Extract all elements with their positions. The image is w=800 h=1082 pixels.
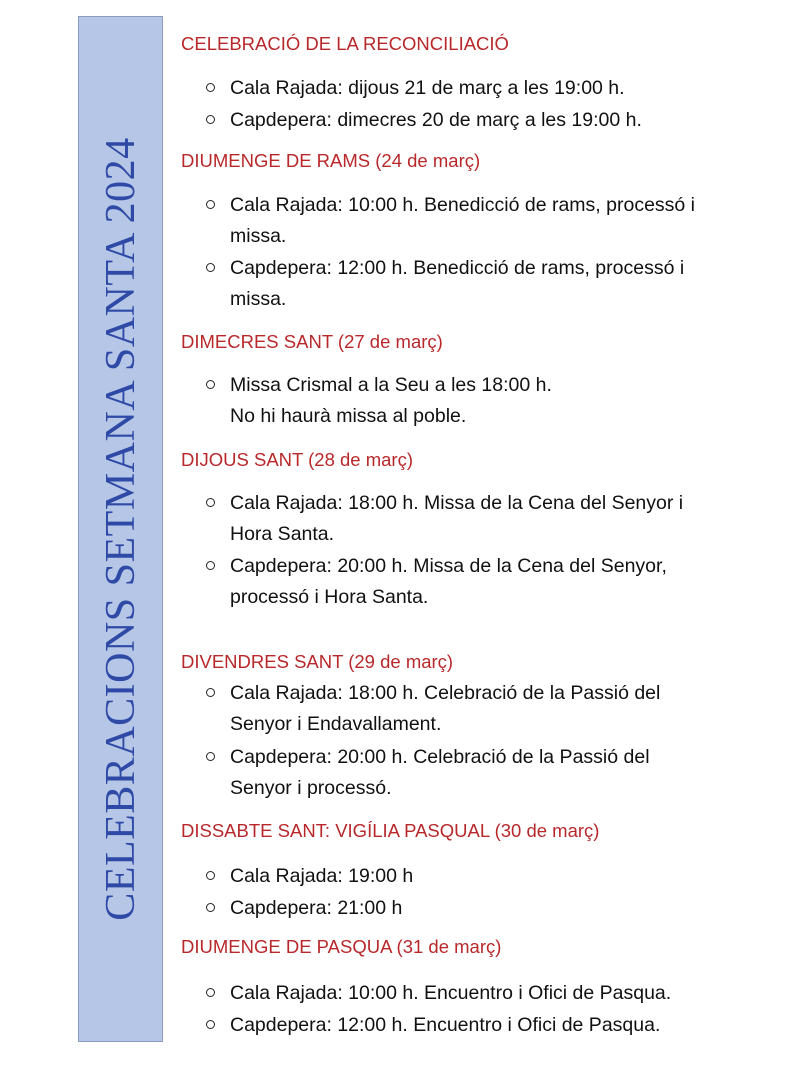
list-item <box>206 551 667 613</box>
list-item-text: Senyor i processó. <box>230 777 392 799</box>
section-heading: DIVENDRES SANT (29 de març) <box>181 651 454 672</box>
circle-bullet-icon <box>206 1020 215 1029</box>
list-item-text: Senyor i Endavallament. <box>230 713 442 735</box>
list-item-text: Capdepera: dimecres 20 de març a les 19:00 h. <box>230 109 642 131</box>
circle-bullet-icon <box>206 115 215 124</box>
circle-bullet-icon <box>206 871 215 880</box>
list-item <box>206 370 552 432</box>
section-heading: DIMECRES SANT (27 de març) <box>181 331 443 352</box>
list-item <box>206 678 660 740</box>
list-item-text: Cala Rajada: 19:00 h <box>230 865 414 887</box>
list-item <box>206 488 683 550</box>
list-item <box>206 742 650 804</box>
list-item-text: Capdepera: 21:00 h <box>230 897 403 919</box>
section-heading: DIUMENGE DE RAMS (24 de març) <box>181 150 481 171</box>
section-heading: CELEBRACIÓ DE LA RECONCILIACIÓ <box>181 33 509 54</box>
circle-bullet-icon <box>206 380 215 389</box>
list-item <box>206 73 625 104</box>
section-heading: DIJOUS SANT (28 de març) <box>181 449 413 470</box>
list-item <box>206 861 413 892</box>
circle-bullet-icon <box>206 561 215 570</box>
list-item-text: Hora Santa. <box>230 523 335 545</box>
list-item-text: Capdepera: 20:00 h. Celebració de la Passió del <box>230 746 650 768</box>
circle-bullet-icon <box>206 903 215 912</box>
list-item-text: Cala Rajada: dijous 21 de març a les 19:00 h. <box>230 77 625 99</box>
list-item-text: Capdepera: 20:00 h. Missa de la Cena del Senyor, <box>230 555 667 577</box>
circle-bullet-icon <box>206 752 215 761</box>
list-item <box>206 105 642 136</box>
circle-bullet-icon <box>206 988 215 997</box>
list-item <box>206 1010 660 1041</box>
list-item <box>206 253 684 315</box>
list-item-text: processó i Hora Santa. <box>230 586 429 608</box>
list-item-text: No hi haurà missa al poble. <box>230 405 467 427</box>
list-item <box>206 190 695 252</box>
section-heading: DISSABTE SANT: VIGÍLIA PASQUAL (30 de març) <box>181 820 600 841</box>
page-title: CELEBRACIONS SETMANA SANTA 2024 <box>97 137 144 921</box>
list-item-text: Cala Rajada: 10:00 h. Benedicció de rams, processó i <box>230 194 696 216</box>
sidebar-banner <box>78 16 163 1042</box>
list-item-text: Cala Rajada: 18:00 h. Celebració de la Passió del <box>230 682 661 704</box>
list-item-text: Cala Rajada: 10:00 h. Encuentro i Ofici de Pasqua. <box>230 982 672 1004</box>
list-item-text: missa. <box>230 225 287 247</box>
circle-bullet-icon <box>206 83 215 92</box>
circle-bullet-icon <box>206 688 215 697</box>
list-item-text: missa. <box>230 288 287 310</box>
list-item-text: Capdepera: 12:00 h. Encuentro i Ofici de Pasqua. <box>230 1014 661 1036</box>
circle-bullet-icon <box>206 498 215 507</box>
section-heading: DIUMENGE DE PASQUA (31 de març) <box>181 936 502 957</box>
list-item <box>206 893 402 924</box>
circle-bullet-icon <box>206 263 215 272</box>
list-item-text: Missa Crismal a la Seu a les 18:00 h. <box>230 374 552 396</box>
list-item <box>206 978 671 1009</box>
circle-bullet-icon <box>206 200 215 209</box>
list-item-text: Cala Rajada: 18:00 h. Missa de la Cena del Senyor i <box>230 492 684 514</box>
list-item-text: Capdepera: 12:00 h. Benedicció de rams, processó i <box>230 257 685 279</box>
